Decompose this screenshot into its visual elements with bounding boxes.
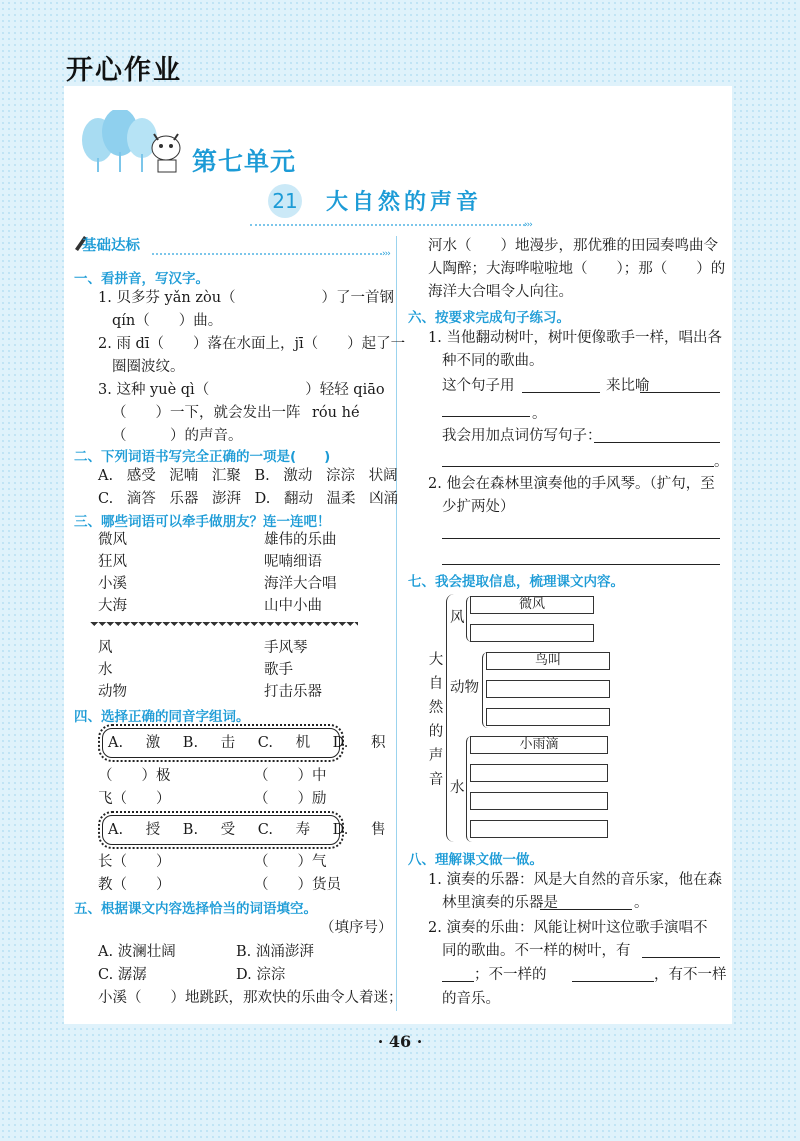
unit-title: 第七单元 [192,147,297,176]
period-mark: 。 [532,406,547,422]
animal-box-1[interactable]: 鸟叫 [486,652,610,670]
s5-passage-line2: 河水（ ）地漫步，那优雅的田园奏鸣曲令 [428,238,718,254]
s8-q2-line4: 的音乐。 [442,991,500,1007]
s6-q1-line3: 这个句子用 [442,378,515,394]
answer-line[interactable] [442,564,720,565]
s5-note: （填序号） [320,920,393,936]
match-left-7[interactable]: 动物 [98,684,127,700]
s5-passage-line1: 小溪（ ）地跳跃，那欢快的乐曲令人着迷； [98,990,403,1006]
section-4-title: 四、选择正确的同音字组词。 [74,709,250,725]
answer-line[interactable] [572,981,654,982]
section-7-title: 七、我会提取信息，梳理课文内容。 [408,574,624,590]
section-8-title: 八、理解课文做一做。 [408,852,543,868]
animal-box-2[interactable] [486,680,610,698]
match-right-6[interactable]: 歌手 [264,662,293,678]
answer-line[interactable] [640,392,720,393]
section-2-title: 二、下列词语书写完全正确的一项是( ) [74,449,331,465]
s5-passage-line3: 人陶醉；大海哗啦啦地（ ）；那（ ）的 [428,261,726,277]
match-right-3[interactable]: 海洋大合唱 [264,576,337,592]
s8-q2-line3b: ，有不一样 [654,967,727,983]
water-box-4[interactable] [470,820,608,838]
answer-line[interactable] [540,909,632,910]
s4-item-6: （ ）气 [254,854,327,870]
answer-line[interactable] [442,466,714,467]
s8-q2-line3a: ；不一样的 [474,967,547,983]
match-right-5[interactable]: 手风琴 [264,640,308,656]
s5-option-a: A. 波澜壮阔 [98,944,176,960]
q1-line2: qín（ ）曲。 [112,313,223,329]
s6-q1-line3b: 来比喻 [606,378,650,394]
s4-item-3: 飞（ ） [98,791,171,807]
homophone-options-1: A. 激 B. 击 C. 机 D. 积 [108,735,386,751]
lesson-number: 21 [268,184,302,218]
section-basic-title: 基础达标 [82,238,140,254]
answer-line[interactable] [594,442,720,443]
match-right-2[interactable]: 呢喃细语 [264,554,322,570]
match-left-5[interactable]: 风 [98,640,113,656]
s5-option-d: D. 淙淙 [236,967,286,983]
match-right-4[interactable]: 山中小曲 [264,598,322,614]
s6-q1-line1: 1. 当他翻动树叶，树叶便像歌手一样，唱出各 [428,330,722,346]
water-box-3[interactable] [470,792,608,810]
s5-option-b: B. 汹涌澎湃 [236,944,314,960]
s8-q1-line2: 林里演奏的乐器是 [442,895,558,911]
answer-line[interactable] [442,981,474,982]
worksheet [64,86,732,1024]
trees-cow-illustration [78,110,198,180]
match-left-2[interactable]: 狂风 [98,554,127,570]
q2-line2: 圈圈波纹。 [112,359,185,375]
homophone-options-2: A. 授 B. 受 C. 寿 D. 售 [108,822,386,838]
wind-box-2[interactable] [470,624,594,642]
s2-option-row-2: C. 滴答 乐器 澎湃 D. 翻动 温柔 凶涌 [98,491,399,507]
chevron-icon: ››› [524,220,532,230]
branch-water-label: 水 [450,780,465,796]
animal-box-3[interactable] [486,708,610,726]
answer-line[interactable] [442,416,530,417]
s5-passage-line4: 海洋大合唱令人向往。 [428,284,573,300]
s8-q1-line1: 1. 演奏的乐器：风是大自然的音乐家，他在森 [428,872,722,888]
period-mark: 。 [634,895,649,911]
water-box-1[interactable]: 小雨滴 [470,736,608,754]
s6-q1-line2: 种不同的歌曲。 [442,353,544,369]
period-mark: 。 [714,454,729,470]
match-left-3[interactable]: 小溪 [98,576,127,592]
s5-option-c: C. 潺潺 [98,967,147,983]
s4-item-2: （ ）中 [254,768,327,784]
s2-option-row-1: A. 感受 泥喃 汇聚 B. 激动 淙淙 状阔 [98,468,398,484]
lesson-title: 大自然的声音 [326,190,483,215]
match-right-7[interactable]: 打击乐器 [264,684,322,700]
q2-line1: 2. 雨 dī（ ）落在水面上，jī（ ）起了一 [98,336,406,352]
answer-line[interactable] [642,957,720,958]
title-dotted-line [250,224,525,226]
page-number: · 46 · [377,1032,423,1051]
answer-line[interactable] [442,538,720,539]
s4-item-7: 教（ ） [98,877,171,893]
s4-item-4: （ ）励 [254,791,327,807]
branch-animal-label: 动物 [450,680,479,696]
match-left-1[interactable]: 微风 [98,532,127,548]
match-left-6[interactable]: 水 [98,662,113,678]
q3-line3: （ ）的声音。 [112,428,243,444]
s4-item-8: （ ）货员 [254,877,341,893]
zigzag-divider [90,622,358,630]
match-left-4[interactable]: 大海 [98,598,127,614]
s8-q2-line1: 2. 演奏的乐曲：风能让树叶这位歌手演唱不 [428,920,708,936]
wind-box-1[interactable]: 微风 [470,596,594,614]
section-3-title: 三、哪些词语可以牵手做朋友？连一连吧！ [74,514,331,530]
s4-item-5: 长（ ） [98,854,171,870]
s6-q1-line4: 我会用加点词仿写句子： [442,428,602,444]
tree-root-label: 大 自 然 的 声 音 [428,652,444,788]
basic-dotted-line [152,253,382,255]
s4-item-1: （ ）极 [98,768,171,784]
section-1-title: 一、看拼音，写汉字。 [74,271,209,287]
section-6-title: 六、按要求完成句子练习。 [408,310,570,326]
q3-line2: （ ）一下，就会发出一阵 róu hé [112,405,360,421]
answer-line[interactable] [522,392,600,393]
q1-line1: 1. 贝多芬 yǎn zòu（ ）了一首钢 [98,290,395,306]
brand-title: 开心作业 [66,55,182,86]
root-brace [446,594,454,842]
water-box-2[interactable] [470,764,608,782]
s6-q2-line2: 少扩两处） [442,499,515,515]
branch-wind-label: 风 [450,610,465,626]
match-right-1[interactable]: 雄伟的乐曲 [264,532,337,548]
section-5-title: 五、根据课文内容选择恰当的词语填空。 [74,901,317,917]
s6-q2-line1: 2. 他会在森林里演奏他的手风琴。（扩句，至 [428,476,715,492]
chevron-icon: ››› [382,249,390,259]
q3-line1: 3. 这种 yuè qì（ ）轻轻 qiāo [98,382,385,398]
s8-q2-line2: 同的歌曲。不一样的树叶，有 [442,943,631,959]
